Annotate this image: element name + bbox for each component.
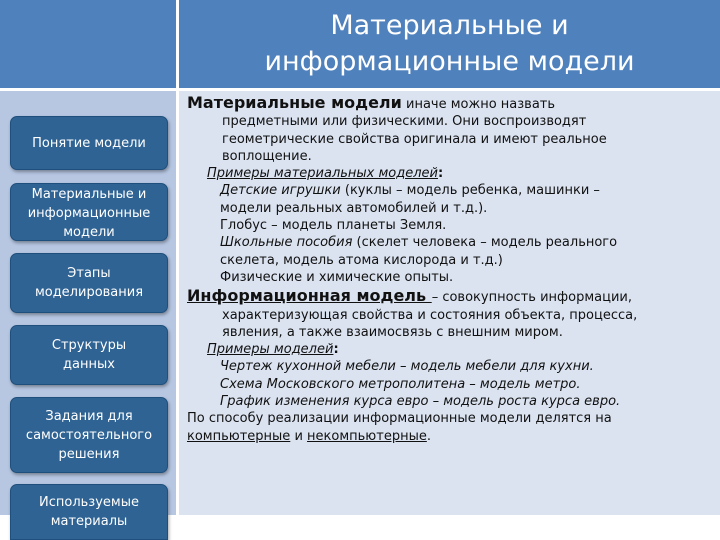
text: По способу реализации информационные модели делятся на [187,411,612,427]
example-item: Физические и химические опыты. [220,269,454,285]
text-line: воплощение. [222,148,312,164]
header-left-cell [0,0,176,88]
sidebar-item-label: решения [58,446,120,462]
text-line: явления, а также взаимосвязь с внешним миром. [222,324,563,340]
sidebar-item-label: самостоятельного [25,427,153,443]
example-text: (куклы – модель ребенка, машинки – [340,183,600,199]
text: . [426,428,431,444]
non-computer-models-link[interactable]: некомпьютерные [307,428,427,444]
example-item [187,182,717,199]
sidebar-item-label: Структуры [51,338,127,353]
example-item: Схема Московского метрополитена – модель метро. [220,376,581,392]
sidebar-item-self-study-tasks[interactable] [10,397,168,473]
material-models-heading: Материальные модели [187,93,402,112]
sidebar-item-modeling-stages[interactable] [10,253,168,313]
info-model-heading: Информационная модель [187,286,432,306]
sidebar-item-label: Этапы [67,266,111,281]
sidebar-item-label: моделирования [34,285,144,300]
page-title [264,8,634,80]
sidebar-item-label: Используемые [39,495,139,510]
text-line: модели реальных автомобилей и т.д.). [220,200,488,216]
text-line: характеризующая свойства и состояния объекта, процесса, [222,307,638,323]
info-examples-label [187,341,717,358]
sidebar-item-label: Материальные и [31,187,147,202]
text-line: геометрические свойства оригинала и имеют реальное [222,131,607,147]
colon: : [333,342,339,358]
example-text: (скелет человека – модель реального [352,235,618,251]
classification-text [187,410,717,427]
sidebar-item-label: Задания для [45,408,133,424]
sidebar-item-label: данных [63,357,115,372]
example-item: Чертеж кухонной мебели – модель мебели для кухни. [220,359,594,375]
title-line-2: информационные модели [264,46,635,77]
example-italic: Школьные пособия [220,235,353,251]
text: – совокупность информации, [431,290,632,306]
sidebar-item-label: Понятие модели [32,135,146,151]
text: и [290,428,308,444]
main-content [187,93,717,445]
example-item: Глобус – модель планеты Земля. [220,218,447,234]
sidebar-item-label: информационные [27,206,151,221]
text-line: скелета, модель атома кислорода и т.д.) [220,252,503,268]
colon: : [438,166,444,182]
sidebar-item-data-structures[interactable] [10,325,168,385]
sidebar-item-label: модели [63,225,115,240]
material-models-definition [187,93,717,113]
text-line: предметными или физическими. Они воспроизводят [222,114,587,130]
material-examples-label [187,165,717,182]
classification-text-2 [187,428,717,445]
sidebar-item-used-materials[interactable] [10,484,168,540]
example-italic: Детские игрушки [220,183,341,199]
example-item: График изменения курса евро – модель роста курса евро. [220,394,621,410]
examples-label: Примеры моделей [207,342,334,358]
computer-models-link[interactable]: компьютерные [187,428,291,444]
header-title-cell [179,0,720,88]
text: иначе можно назвать [401,97,556,112]
sidebar-item-model-concept[interactable] [10,116,168,170]
sidebar-item-material-info-models[interactable] [10,183,168,241]
example-item [187,234,717,251]
examples-label: Примеры материальных моделей [207,166,439,182]
sidebar-item-label: материалы [50,514,128,529]
info-model-definition [187,286,717,306]
title-line-1: Материальные и [330,10,569,41]
